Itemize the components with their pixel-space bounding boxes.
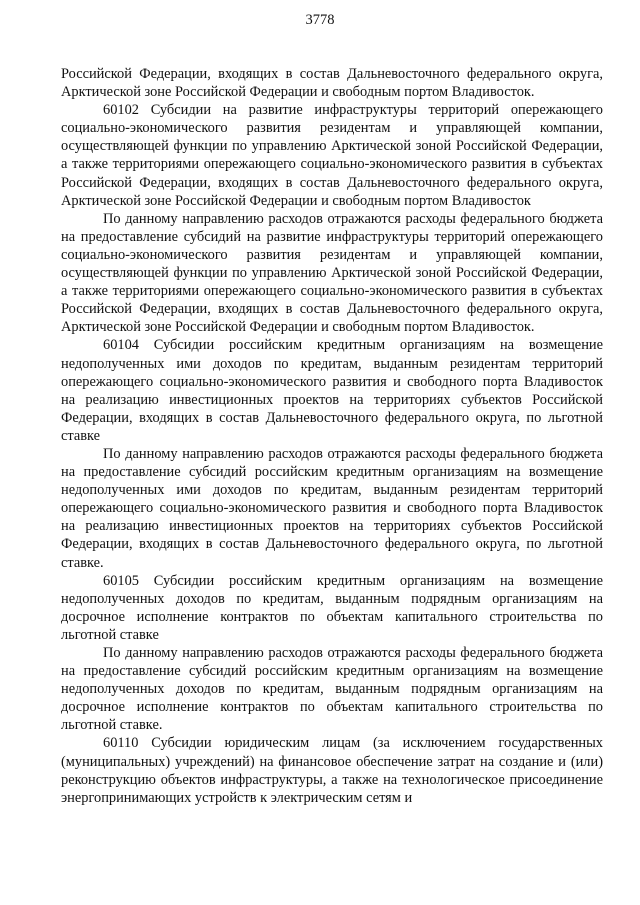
paragraph-description-60102: По данному направлению расходов отражаются расходы федерального бюджета на предоставление субсидий на развитие инфраструктуры территорий опережающего социально-экономического развития резидентам и управляющей компании, осуществляющей функции по управлению Арктической зоной Российской Федерации, а также территориями опережающего социально-экономического развития в субъектах Российской Федерации, входящих в состав Дальневосточного федерального округа, Арктической зоне Российской Федерации и свободным портом Владивосток. bbox=[61, 210, 603, 336]
paragraph-heading-60110: 60110 Субсидии юридическим лицам (за исключением государственных (муниципальных) учреждений) на финансовое обеспечение затрат на создание и (или) реконструкцию объектов инфраструктуры, а также на технологическое присоединение энергопринимающих устройств к электрическим сетям и bbox=[61, 735, 603, 806]
paragraph-description-60105: По данному направлению расходов отражаются расходы федерального бюджета на предоставление субсидий российским кредитным организациям на возмещение недополученных доходов по кредитам, выданным подрядным организациям на досрочное исполнение контрактов по объектам капитального строительства по льготной ставке. bbox=[61, 645, 603, 734]
page-number: 3778 bbox=[305, 12, 335, 28]
paragraph-description-60104: По данному направлению расходов отражаются расходы федерального бюджета на предоставление субсидий российским кредитным организациям на возмещение недополученных ими доходов по кредитам, выданным резидентам территорий опережающего социально-экономического развития и свободного порта Владивосток на реализацию инвестиционных проектов на территориях субъектов Российской Федерации, входящих в состав Дальневосточного федерального округа, по льготной ставке. bbox=[61, 445, 603, 571]
paragraph-heading-60104: 60104 Субсидии российским кредитным организациям на возмещение недополученных ими доходов по кредитам, выданным резидентам территорий опережающего социально-экономического развития и свободного порта Владивосток на реализацию инвестиционных проектов на территориях субъектов Российской Федерации, входящих в состав Дальневосточного федерального округа, по льготной ставке bbox=[61, 337, 603, 444]
paragraph-heading-60102: 60102 Субсидии на развитие инфраструктуры территорий опережающего социально-экономического развития резидентам и управляющей компании, осуществляющей функции по управлению Арктической зоной Российской Федерации, а также территориями опережающего социально-экономического развития в субъектах Российской Федерации, входящих в состав Дальневосточного федерального округа, Арктической зоне Российской Федерации и свободным портом Владивосток bbox=[61, 102, 603, 209]
paragraph-continuation: Российской Федерации, входящих в состав Дальневосточного федерального округа, Арктической зоне Российской Федерации и свободным портом Владивосток. bbox=[61, 66, 603, 101]
paragraph-heading-60105: 60105 Субсидии российским кредитным организациям на возмещение недополученных доходов по кредитам, выданным подрядным организациям на досрочное исполнение контрактов по объектам капитального строительства по льготной ставке bbox=[61, 572, 603, 643]
document-body bbox=[61, 65, 603, 807]
